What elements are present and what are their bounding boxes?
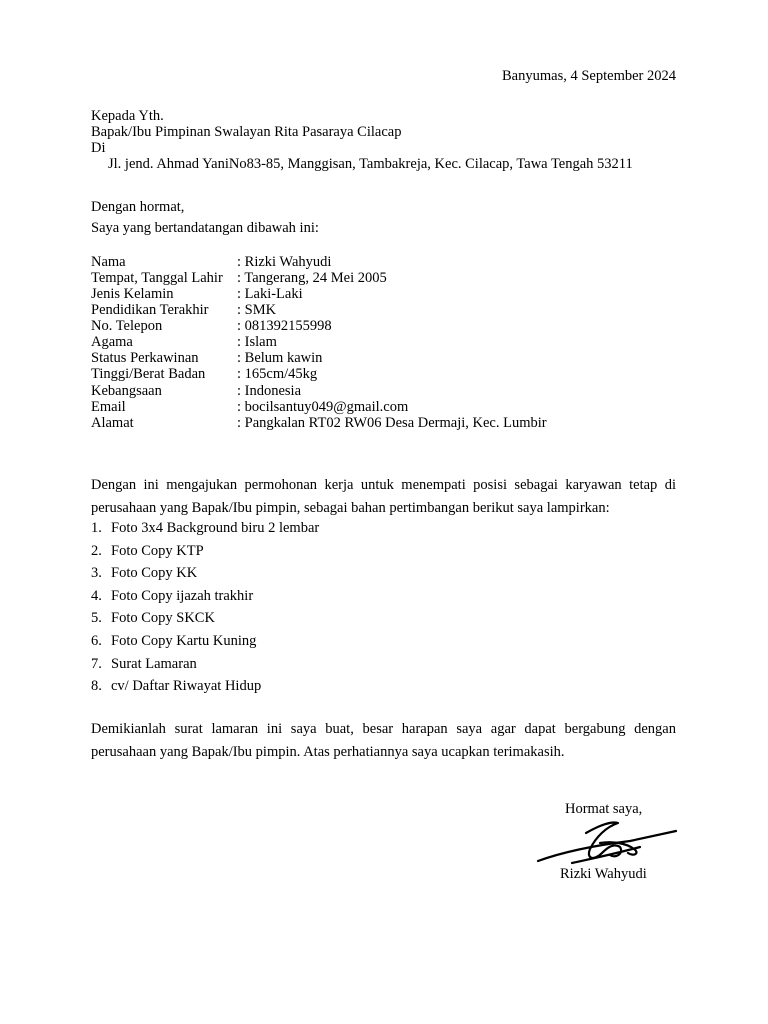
signature-image [530,813,680,869]
body-paragraph-2-line-1: Demikianlah surat lamaran ini saya buat, besar harapan saya agar dapat bergabung dengan [91,721,676,737]
list-item-number: 6. [91,632,102,649]
field-label-kebangsaan: Kebangsaan [91,383,162,399]
field-label-alamat: Alamat [91,415,134,431]
list-item [91,562,319,585]
body-paragraph-1-line-2: perusahaan yang Bapak/Ibu pimpin, sebagai bahan pertimbangan berikut saya lampirkan: [91,500,610,516]
field-value-ttl: : Tangerang, 24 Mei 2005 [237,270,387,286]
list-item-text: Foto Copy Kartu Kuning [111,632,257,649]
field-value-pendidikan: : SMK [237,302,277,318]
field-value-status: : Belum kawin [237,350,323,366]
list-item [91,675,319,698]
field-label-email: Email [91,399,126,415]
list-item-text: Foto 3x4 Background biru 2 lembar [111,520,320,536]
recipient-line-1: Kepada Yth. [91,108,164,124]
field-value-tinggi-berat: : 165cm/45kg [237,366,318,382]
body-paragraph-2-line-2: perusahaan yang Bapak/Ibu pimpin. Atas perhatiannya saya ucapkan terimakasih. [91,744,565,760]
list-item-number: 3. [91,565,102,582]
list-item-text: Foto Copy SKCK [111,610,215,627]
field-value-alamat: : Pangkalan RT02 RW06 Desa Dermaji, Kec. Lumbir [237,415,547,431]
field-value-email: : bocilsantuy049@gmail.com [237,399,409,415]
closing-salutation: Hormat saya, [565,801,643,817]
field-label-tinggi-berat: Tinggi/Berat Badan [91,366,206,382]
list-item [91,653,319,676]
list-item [91,585,319,608]
field-label-status: Status Perkawinan [91,350,199,366]
signer-name: Rizki Wahyudi [560,866,647,882]
field-value-agama: : Islam [237,334,277,350]
list-item-number: 1. [91,520,102,536]
field-value-telepon: : 081392155998 [237,318,332,334]
list-item-text: cv/ Daftar Riwayat Hidup [111,678,262,695]
list-item-text: Foto Copy KTP [111,542,204,559]
body-paragraph-1-line-1: Dengan ini mengajukan permohonan kerja untuk menempati posisi sebagai karyawan tetap di [91,477,676,493]
list-item [91,517,319,540]
recipient-address: Jl. jend. Ahmad YaniNo83-85, Manggisan, Tambakreja, Kec. Cilacap, Tawa Tengah 53211 [108,156,633,172]
list-item [91,630,319,653]
list-item-number: 8. [91,678,102,695]
list-item-number: 4. [91,587,102,604]
field-value-jenis-kelamin: : Laki-Laki [237,286,303,302]
list-item [91,607,319,630]
recipient-line-2: Bapak/Ibu Pimpinan Swalayan Rita Pasaraya Cilacap [91,124,402,140]
list-item-text: Surat Lamaran [111,655,197,672]
list-item-text: Foto Copy KK [111,565,198,582]
field-label-nama: Nama [91,254,126,270]
field-label-ttl: Tempat, Tanggal Lahir [91,270,223,286]
list-item-number: 5. [91,610,102,627]
field-label-agama: Agama [91,334,133,350]
attachment-list [91,517,319,698]
letter-date: Banyumas, 4 September 2024 [502,68,676,84]
intro-sentence: Saya yang bertandatangan dibawah ini: [91,220,319,236]
field-label-jenis-kelamin: Jenis Kelamin [91,286,174,302]
field-value-kebangsaan: : Indonesia [237,383,302,399]
recipient-line-3: Di [91,140,106,156]
list-item [91,540,319,563]
field-value-nama: : Rizki Wahyudi [237,254,332,270]
field-label-pendidikan: Pendidikan Terakhir [91,302,209,318]
list-item-text: Foto Copy ijazah trakhir [111,587,254,604]
greeting: Dengan hormat, [91,199,185,215]
field-label-telepon: No. Telepon [91,318,163,334]
list-item-number: 2. [91,542,102,559]
list-item-number: 7. [91,655,102,672]
